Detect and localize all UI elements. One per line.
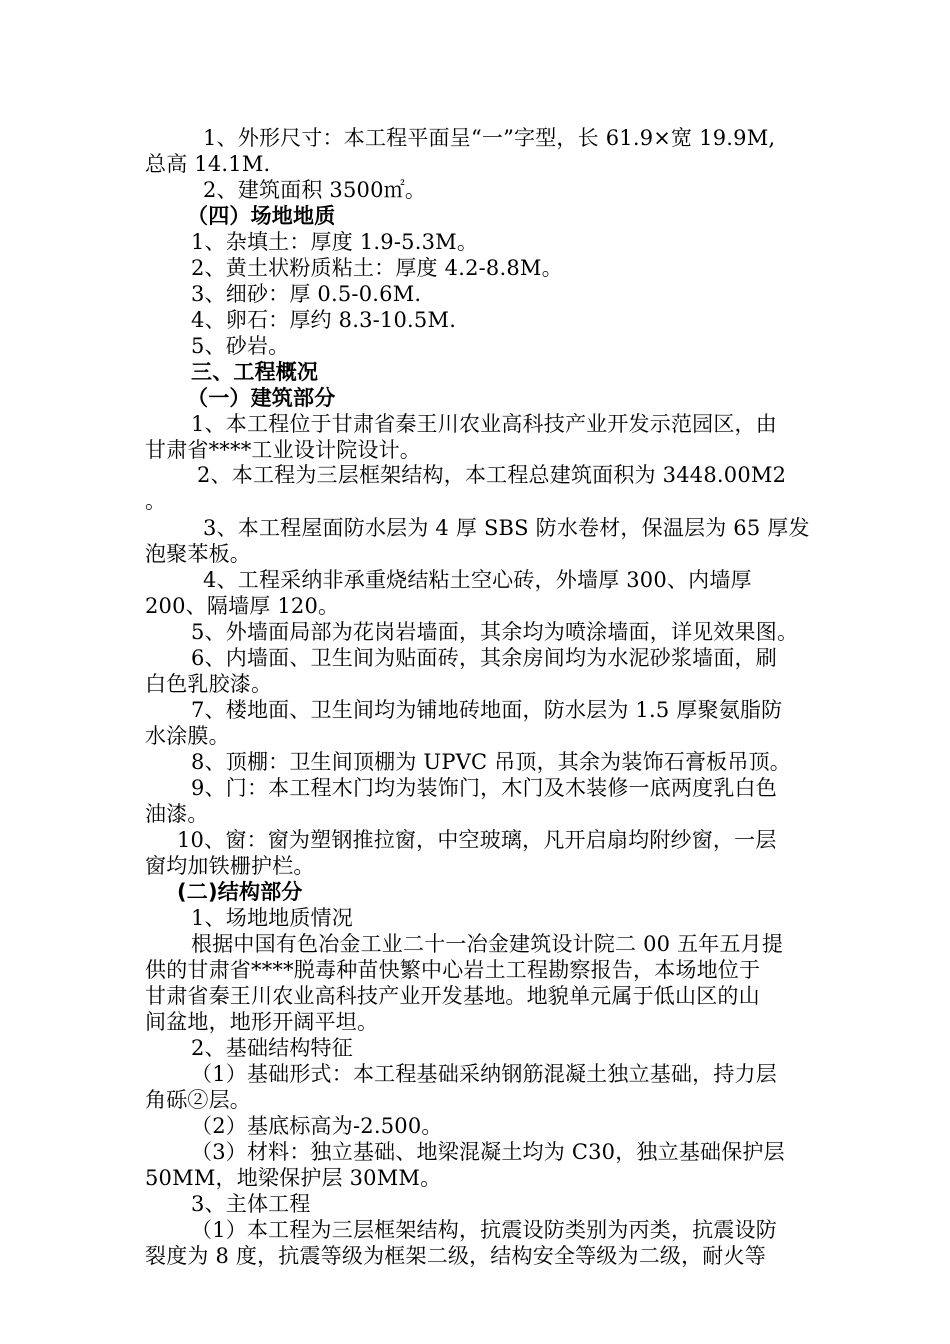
paragraph-line: 2、建筑面积 3500㎡。 — [203, 178, 427, 202]
paragraph-line: 3、本工程屋面防水层为 4 厚 SBS 防水卷材，保温层为 65 厚发 — [203, 516, 810, 540]
paragraph-line: 2、基础结构特征 — [191, 1036, 353, 1060]
paragraph-line: 2、黄土状粉质粘土：厚度 4.2-8.8M。 — [191, 256, 563, 280]
paragraph-line: （2）基底标高为-2.500。 — [191, 1114, 443, 1138]
paragraph-line: 角砾②层。 — [145, 1088, 251, 1112]
paragraph-line: 4、卵石：厚约 8.3-10.5M. — [191, 308, 457, 332]
paragraph-line: 5、砂岩。 — [191, 334, 290, 358]
paragraph-line: 油漆。 — [145, 802, 209, 826]
paragraph-line: 3、主体工程 — [191, 1192, 311, 1216]
paragraph-line: 50MM，地梁保护层 30MM。 — [145, 1166, 442, 1190]
paragraph-line: 200、隔墙厚 120。 — [145, 594, 340, 618]
paragraph-line: （1）基础形式：本工程基础采纳钢筋混凝土独立基础，持力层 — [191, 1062, 777, 1086]
paragraph-line: 7、楼地面、卫生间均为铺地砖地面，防水层为 1.5 厚聚氨脂防 — [191, 698, 783, 722]
paragraph-line: 供的甘肃省****脱毒种苗快繁中心岩土工程勘察报告，本场地位于 — [145, 958, 761, 982]
paragraph-line: 甘肃省****工业设计院设计。 — [145, 438, 421, 462]
paragraph-line: 泡聚苯板。 — [145, 542, 251, 566]
paragraph-line: （3）材料：独立基础、地梁混凝土均为 C30，独立基础保护层 — [191, 1140, 785, 1164]
paragraph-line: 裂度为 8 度，抗震等级为框架二级，结构安全等级为二级，耐火等 — [145, 1244, 766, 1268]
paragraph-line: 9、门：本工程木门均为装饰门，木门及木装修一底两度乳白色 — [191, 776, 777, 800]
section-heading: 三、工程概况 — [191, 360, 319, 384]
paragraph-line: 水涂膜。 — [145, 724, 230, 748]
paragraph-line: 2、本工程为三层框架结构，本工程总建筑面积为 3448.00M2 — [197, 463, 787, 487]
paragraph-line: 白色乳胶漆。 — [145, 672, 273, 696]
section-heading: (二)结构部分 — [177, 880, 303, 904]
paragraph-line: 总高 14.1M. — [145, 152, 271, 176]
paragraph-line: 8、顶棚：卫生间顶棚为 UPVC 吊顶，其余为装饰石膏板吊顶。 — [191, 750, 791, 774]
paragraph-line: 1、本工程位于甘肃省秦王川农业高科技产业开发示范园区，由 — [191, 412, 777, 436]
paragraph-line: 。 — [145, 489, 167, 513]
paragraph-line: 1、场地地质情况 — [191, 906, 353, 930]
paragraph-line: 间盆地，地形开阔平坦。 — [145, 1010, 379, 1034]
section-heading: （四）场地地质 — [187, 204, 336, 228]
paragraph-line: 3、细砂：厚 0.5-0.6M. — [191, 282, 422, 306]
paragraph-line: 甘肃省秦王川农业高科技产业开发基地。地貌单元属于低山区的山 — [145, 984, 760, 1008]
paragraph-line: （1）本工程为三层框架结构，抗震设防类别为丙类，抗震设防 — [191, 1218, 777, 1242]
paragraph-line: 1、杂填土：厚度 1.9-5.3M。 — [191, 230, 479, 254]
paragraph-line: 4、工程采纳非承重烧结粘土空心砖，外墙厚 300、内墙厚 — [203, 568, 752, 592]
paragraph-line: 10、窗：窗为塑钢推拉窗，中空玻璃，凡开启扇均附纱窗，一层 — [177, 828, 777, 852]
paragraph-line: 6、内墙面、卫生间为贴面砖，其余房间均为水泥砂浆墙面，刷 — [191, 646, 777, 670]
paragraph-line: 根据中国有色冶金工业二十一冶金建筑设计院二 00 五年五月提 — [191, 932, 784, 956]
paragraph-line: 窗均加铁栅护栏。 — [145, 854, 315, 878]
paragraph-line: 5、外墙面局部为花岗岩墙面，其余均为喷涂墙面，详见效果图。 — [191, 620, 799, 644]
section-heading: （一）建筑部分 — [187, 386, 336, 410]
paragraph-line: 1、外形尺寸：本工程平面呈“一”字型，长 61.9×宽 19.9M, — [203, 126, 776, 150]
